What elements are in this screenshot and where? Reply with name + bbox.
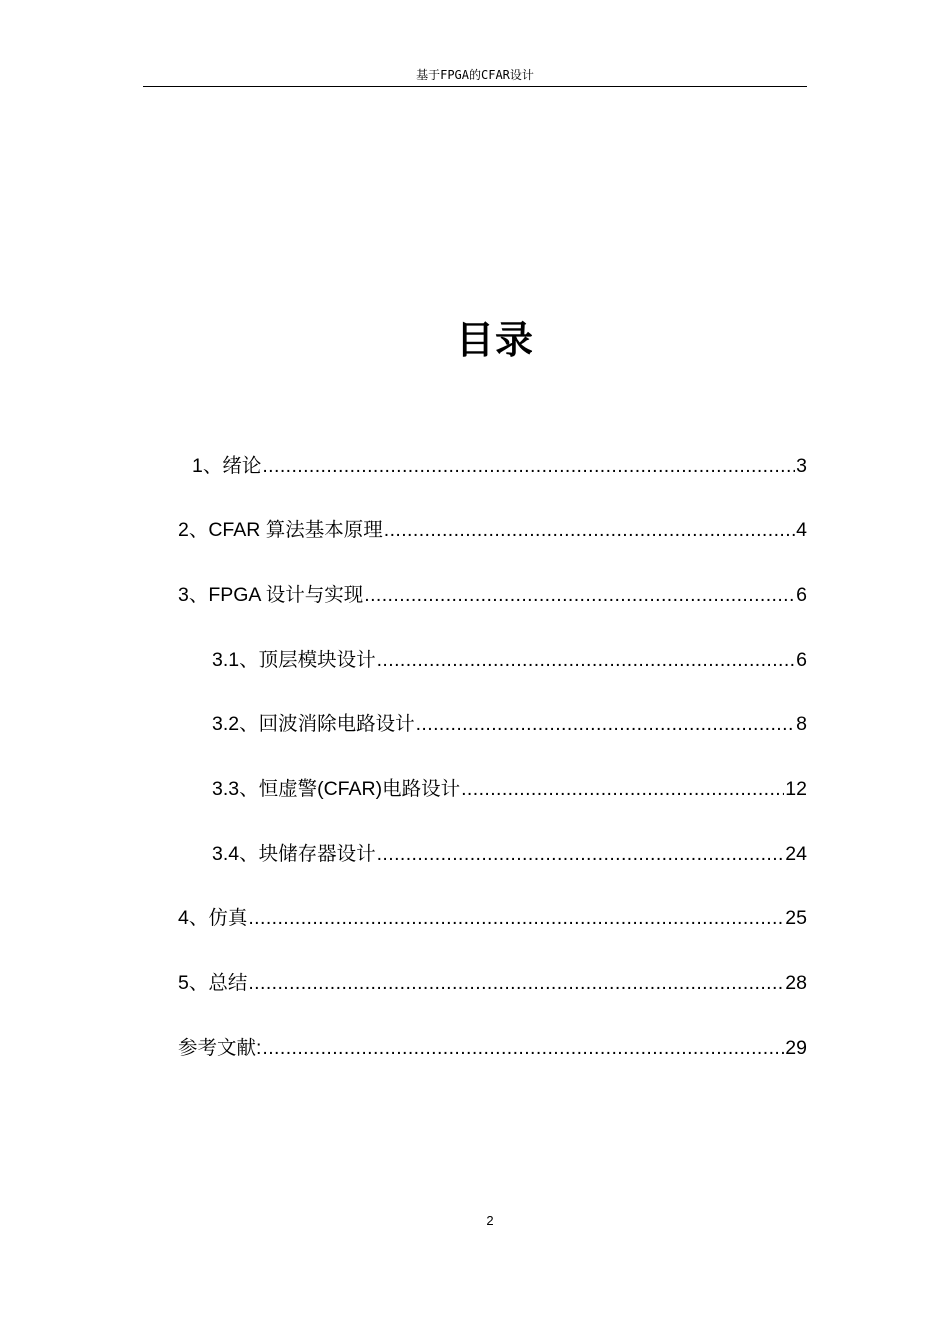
toc-entry-label: 参考文献: <box>178 1037 262 1059</box>
toc-entry-page: 6 <box>796 649 807 671</box>
toc-entry-page: 8 <box>796 713 807 735</box>
toc-entry-fpga-design[interactable] <box>178 580 807 610</box>
toc-dot-leader <box>416 709 796 739</box>
toc-entry-summary[interactable] <box>178 968 807 998</box>
toc-dot-leader <box>461 774 784 804</box>
toc-entry-simulation[interactable] <box>178 903 807 933</box>
toc-entry-page: 6 <box>796 584 807 606</box>
header-title: 基于FPGA的CFAR设计 <box>416 68 534 82</box>
page-number: 2 <box>486 1213 494 1228</box>
page-header <box>143 66 807 87</box>
toc-entry-page: 29 <box>785 1037 807 1059</box>
toc-entry-page: 3 <box>796 455 807 477</box>
toc-entry-label: 3.4、块储存器设计 <box>212 843 376 865</box>
toc-entry-block-memory[interactable] <box>212 839 807 869</box>
toc-entry-page: 12 <box>785 778 807 800</box>
toc-dot-leader <box>248 903 784 933</box>
toc-dot-leader <box>377 645 796 675</box>
toc-dot-leader <box>377 839 785 869</box>
toc-entry-page: 28 <box>785 972 807 994</box>
toc-dot-leader <box>248 968 784 998</box>
toc-entry-introduction[interactable] <box>192 451 807 481</box>
toc-entry-page: 25 <box>785 907 807 929</box>
toc-dot-leader <box>262 1033 784 1063</box>
toc-entry-label: 2、CFAR 算法基本原理 <box>178 519 383 541</box>
toc-entry-cfar-circuit[interactable] <box>212 774 807 804</box>
toc-dot-leader <box>262 451 795 481</box>
toc-dot-leader <box>384 515 795 545</box>
toc-entry-top-module[interactable] <box>212 645 807 675</box>
toc-entry-label: 3.3、恒虚警(CFAR)电路设计 <box>212 778 461 800</box>
toc-entry-label: 1、绪论 <box>192 455 262 477</box>
toc-entry-references[interactable] <box>178 1033 807 1063</box>
toc-entry-label: 4、仿真 <box>178 907 248 929</box>
toc-entry-label: 3、FPGA 设计与实现 <box>178 584 364 606</box>
toc-entry-label: 3.2、回波消除电路设计 <box>212 713 415 735</box>
toc-entry-page: 24 <box>785 843 807 865</box>
toc-dot-leader <box>364 580 795 610</box>
toc-entry-page: 4 <box>796 519 807 541</box>
toc-title: 目录 <box>455 318 534 362</box>
toc-entry-label: 5、总结 <box>178 972 248 994</box>
toc-entry-echo-cancel[interactable] <box>212 709 807 739</box>
toc-entry-label: 3.1、顶层模块设计 <box>212 649 376 671</box>
toc-entry-cfar-principle[interactable] <box>178 515 807 545</box>
